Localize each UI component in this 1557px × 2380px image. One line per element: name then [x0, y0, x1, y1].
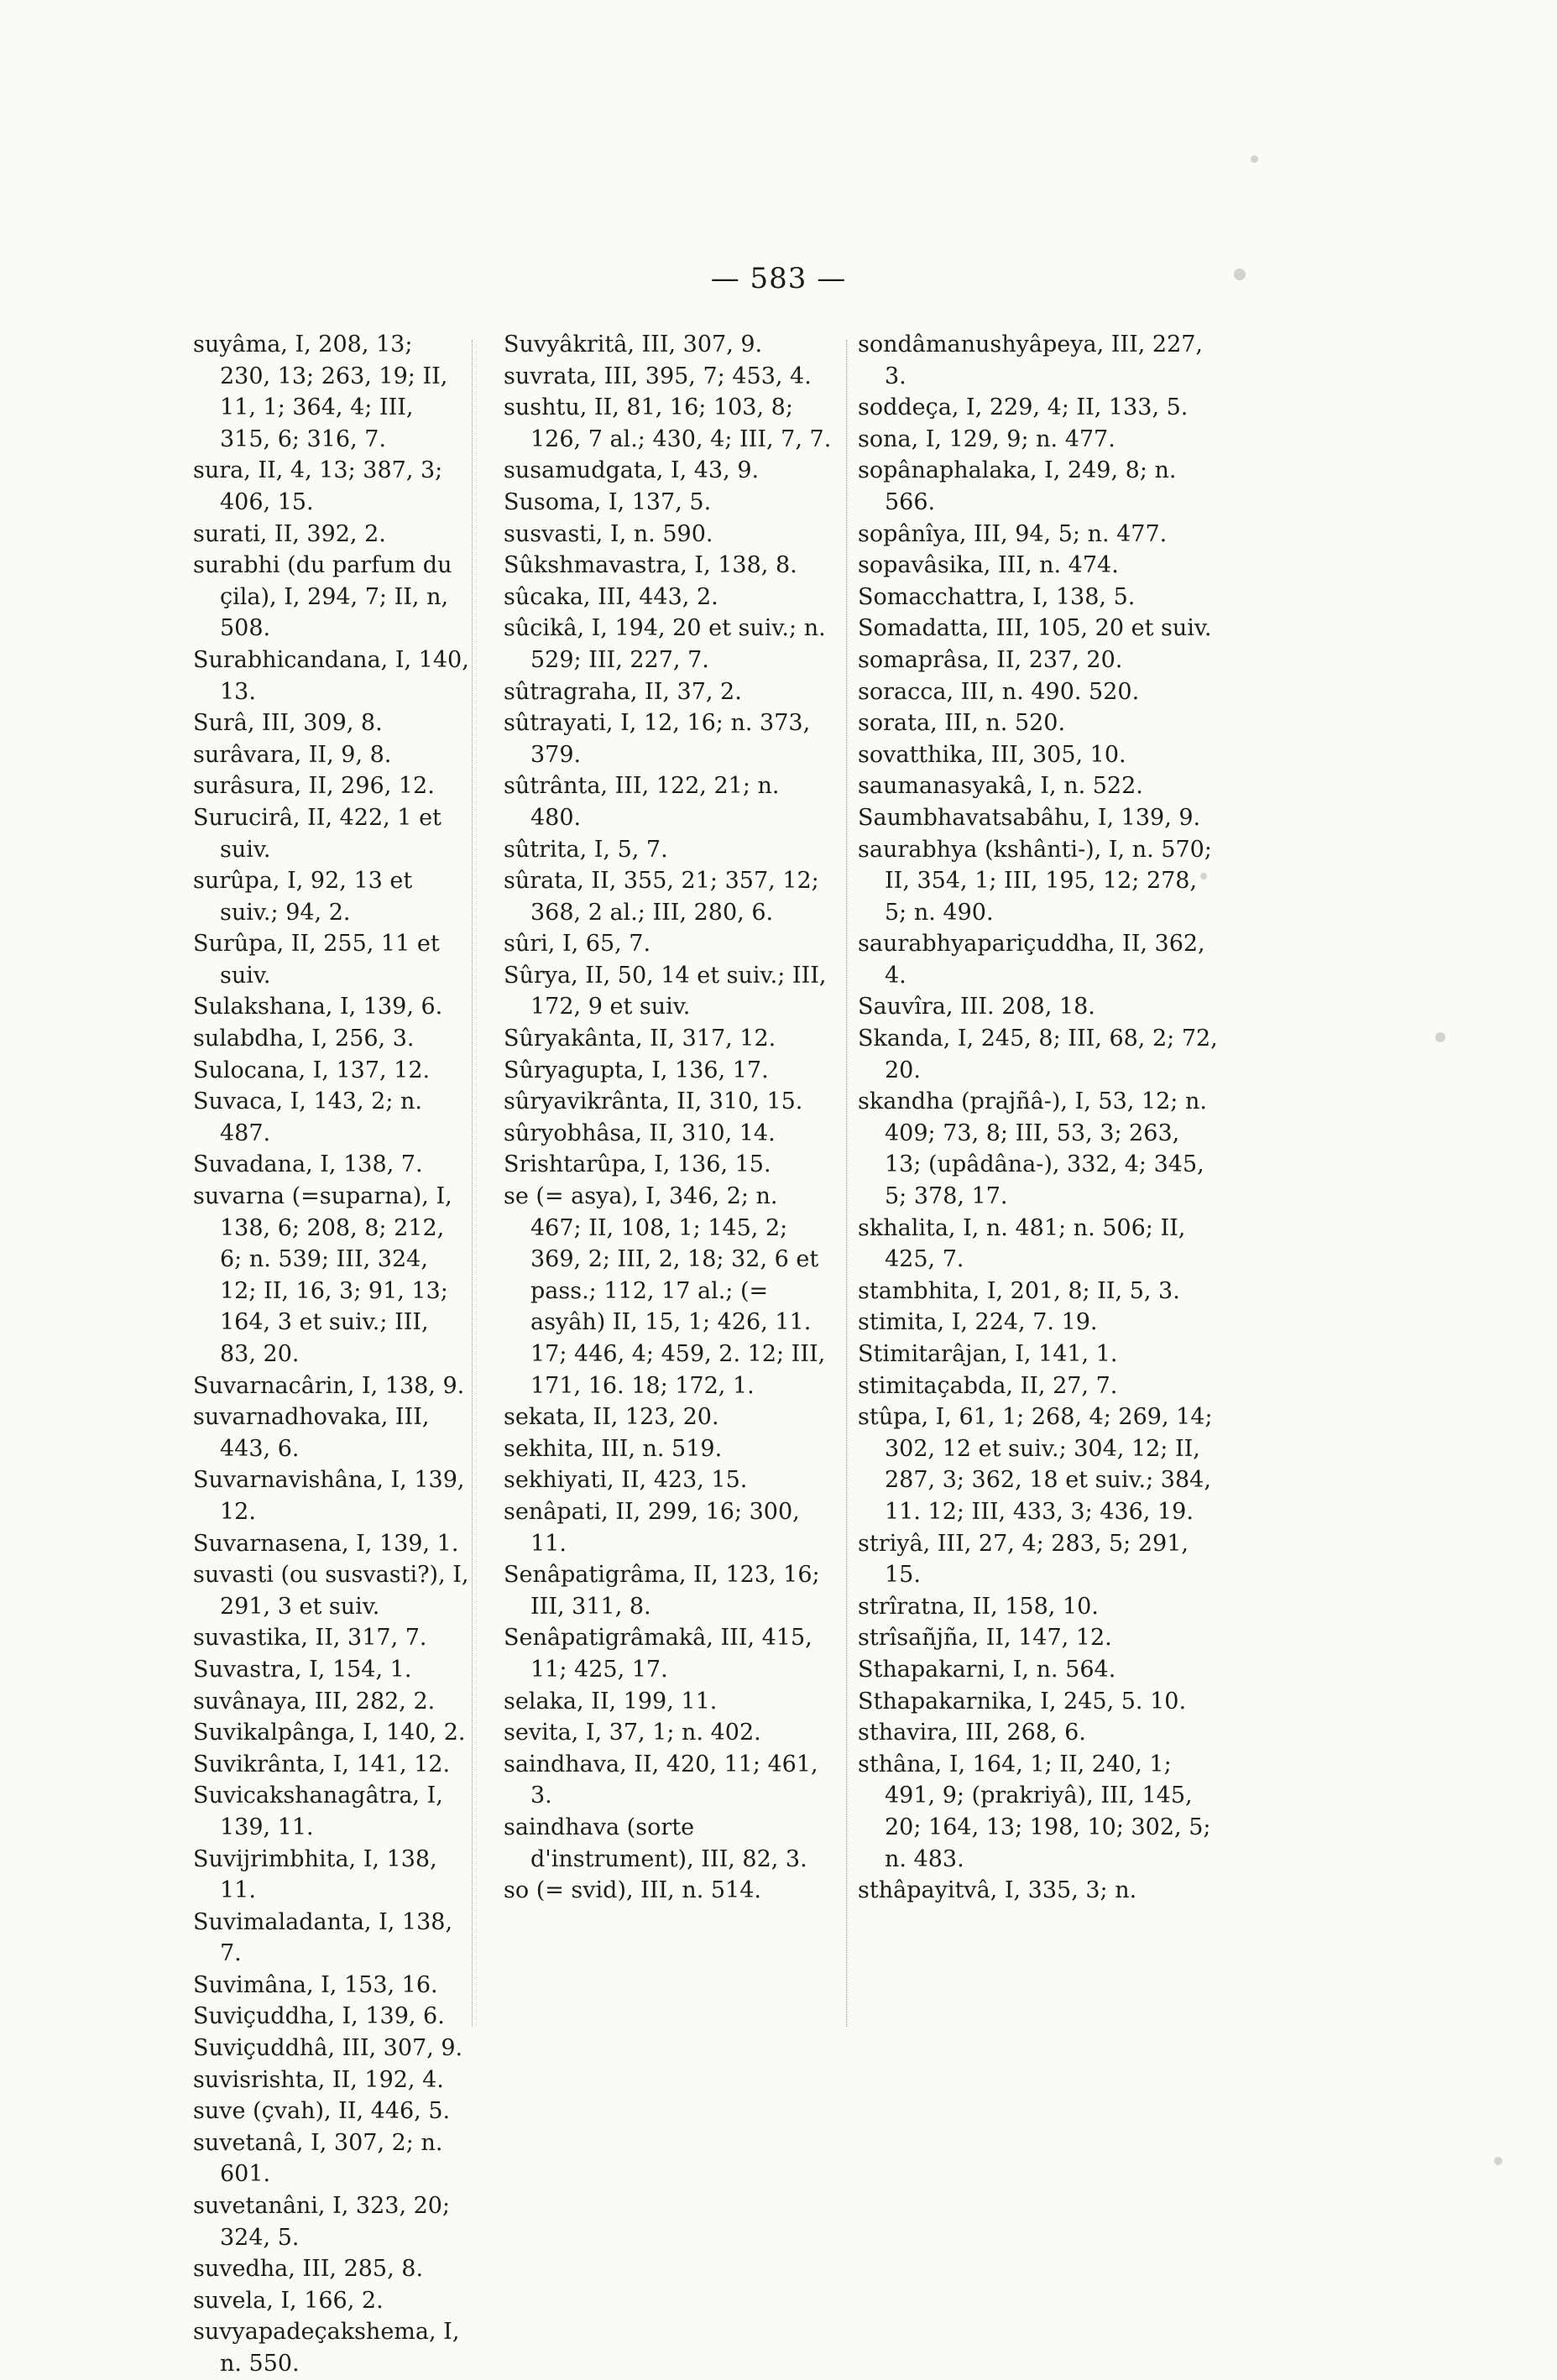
index-entry: sthâpayitvâ, I, 335, 3; n.: [858, 1877, 1137, 1904]
index-entry: somaprâsa, II, 237, 20.: [858, 646, 1123, 673]
index-entry: sûri, I, 65, 7.: [504, 931, 651, 958]
index-entry: sopânaphalaka, I, 249, 8; n. 566.: [858, 457, 1184, 515]
index-entry: sovatthika, III, 305, 10.: [858, 741, 1126, 768]
index-entry: Suvarnasena, I, 139, 1.: [193, 1530, 459, 1557]
index-entry: sekhiyati, II, 423, 15.: [504, 1467, 748, 1494]
index-entry: Senâpatigrâma, II, 123, 16; III, 311, 8.: [504, 1562, 828, 1620]
index-entry: sthavira, III, 268, 6.: [858, 1720, 1086, 1746]
index-entry: sûtrayati, I, 12, 16; n. 373, 379.: [504, 710, 818, 768]
index-entry: suvasti (ou susvasti?), I, 291, 3 et suiv.: [193, 1562, 477, 1620]
index-entry: Sulakshana, I, 139, 6.: [193, 994, 443, 1020]
index-entry: Suvicakshanagâtra, I, 139, 11.: [193, 1782, 451, 1840]
index-entry: Saumbhavatsabâhu, I, 139, 9.: [858, 804, 1201, 831]
index-entry: Somadatta, III, 105, 20 et suiv.: [858, 615, 1212, 642]
index-entry: Sauvîra, III. 208, 18.: [858, 994, 1095, 1020]
index-entry: Susoma, I, 137, 5.: [504, 488, 712, 515]
index-entry: suvedha, III, 285, 8.: [193, 2256, 424, 2283]
index-entry: sekhita, III, n. 519.: [504, 1435, 723, 1462]
index-entry: saurabhya (kshânti-), I, n. 570; II, 354, 1; III, 195, 12; 278, 5; n. 490.: [858, 836, 1220, 926]
index-entry: Surâ, III, 309, 8.: [193, 710, 383, 737]
index-column-2: [504, 329, 835, 1907]
index-entry: sûcikâ, I, 194, 20 et suiv.; n. 529; III, 227, 7.: [504, 615, 833, 673]
index-entry: sorata, III, n. 520.: [858, 710, 1066, 737]
index-entry: Suvarnacârin, I, 138, 9.: [193, 1372, 465, 1399]
index-entry: susvasti, I, n. 590.: [504, 520, 713, 547]
index-entry: Surûpa, II, 255, 11 et suiv.: [193, 931, 447, 989]
index-entry: suvela, I, 166, 2.: [193, 2287, 384, 2314]
index-entry: suvastika, II, 317, 7.: [193, 1625, 427, 1652]
index-entry: Sthapakarnika, I, 245, 5. 10.: [858, 1688, 1187, 1715]
scan-speck: [1200, 873, 1207, 879]
index-entry: soracca, III, n. 490. 520.: [858, 678, 1140, 705]
index-entry: saindhava, II, 420, 11; 461, 3.: [504, 1751, 826, 1809]
index-entry: Surabhicandana, I, 140, 13.: [193, 646, 477, 705]
index-entry: suvarnadhovaka, III, 443, 6.: [193, 1404, 437, 1462]
index-entry: stimita, I, 224, 7. 19.: [858, 1309, 1098, 1336]
index-entry: Suvimaladanta, I, 138, 7.: [193, 1908, 460, 1967]
index-entry: sondâmanushyâpeya, III, 227, 3.: [858, 331, 1210, 389]
index-entry: Surucirâ, II, 422, 1 et suiv.: [193, 804, 449, 863]
index-entry: Senâpatigrâmakâ, III, 415, 11; 425, 17.: [504, 1625, 820, 1683]
index-entry: strîsañjña, II, 147, 12.: [858, 1625, 1112, 1652]
index-entry: sûtragraha, II, 37, 2.: [504, 678, 742, 705]
index-entry: susamudgata, I, 43, 9.: [504, 457, 760, 484]
index-entry: sopavâsika, III, n. 474.: [858, 552, 1119, 579]
index-entry: suvrata, III, 395, 7; 453, 4.: [504, 363, 812, 389]
scan-speck: [1251, 155, 1258, 163]
index-entry: Suviçuddhâ, III, 307, 9.: [193, 2035, 463, 2062]
index-entry: saurabhyapariçuddha, II, 362, 4.: [858, 931, 1213, 989]
index-entry: saindhava (sorte d'instrument), III, 82, 3.: [504, 1814, 807, 1872]
index-entry: Suviçuddha, I, 139, 6.: [193, 2003, 445, 2030]
index-entry: Sûryagupta, I, 136, 17.: [504, 1057, 769, 1083]
index-entry: sevita, I, 37, 1; n. 402.: [504, 1720, 761, 1746]
index-entry: suve (çvah), II, 446, 5.: [193, 2098, 451, 2125]
index-entry: Suvarnavishâna, I, 139, 12.: [193, 1467, 473, 1525]
column-divider-1: [472, 340, 473, 2027]
index-entry: Stimitarâjan, I, 141, 1.: [858, 1341, 1118, 1367]
index-entry: sûtrita, I, 5, 7.: [504, 836, 668, 863]
index-entry: suyâma, I, 208, 13; 230, 13; 263, 19; II, 11, 1; 364, 4; III, 315, 6; 316, 7.: [193, 331, 455, 452]
index-entry: Suvyâkritâ, III, 307, 9.: [504, 331, 763, 358]
index-entry: skandha (prajñâ-), I, 53, 12; n. 409; 73, 8; III, 53, 3; 263, 13; (upâdâna-), 332, 4; 345, 5; 378, 17.: [858, 1088, 1215, 1210]
index-entry: surati, II, 392, 2.: [193, 520, 386, 547]
index-entry: Suvimâna, I, 153, 16.: [193, 1971, 438, 1998]
index-entry: Sthapakarni, I, n. 564.: [858, 1656, 1116, 1683]
index-entry: suvisrishta, II, 192, 4.: [193, 2066, 444, 2093]
index-entry: suvetanâ, I, 307, 2; n. 601.: [193, 2129, 451, 2188]
index-entry: Suvaca, I, 143, 2; n. 487.: [193, 1088, 430, 1146]
index-entry: Suvadana, I, 138, 7.: [193, 1151, 423, 1178]
index-entry: soddeça, I, 229, 4; II, 133, 5.: [858, 394, 1189, 421]
index-entry: Sûrya, II, 50, 14 et suiv.; III, 172, 9 et suiv.: [504, 962, 834, 1020]
index-entry: saumanasyakâ, I, n. 522.: [858, 773, 1143, 800]
index-entry: surâvara, II, 9, 8.: [193, 741, 392, 768]
index-entry: so (= svid), III, n. 514.: [504, 1877, 761, 1904]
index-entry: strîratna, II, 158, 10.: [858, 1593, 1099, 1620]
index-entry: sûcaka, III, 443, 2.: [504, 583, 718, 610]
index-entry: Srishtarûpa, I, 136, 15.: [504, 1151, 771, 1178]
index-entry: sûryobhâsa, II, 310, 14.: [504, 1120, 776, 1146]
scan-speck: [1494, 2157, 1502, 2165]
index-column-3: [858, 329, 1225, 1907]
index-entry: skhalita, I, n. 481; n. 506; II, 425, 7.: [858, 1214, 1193, 1273]
index-entry: Suvikalpânga, I, 140, 2.: [193, 1720, 466, 1746]
index-column-1: [193, 329, 477, 2380]
index-entry: stûpa, I, 61, 1; 268, 4; 269, 14; 302, 12 et suiv.; 304, 12; II, 287, 3; 362, 18 et suiv.; 384, 11. 12; III, 433, 3; 436, 19.: [858, 1404, 1220, 1525]
index-entry: Suvikrânta, I, 141, 12.: [193, 1751, 451, 1777]
index-entry: se (= asya), I, 346, 2; n. 467; II, 108, 1; 145, 2; 369, 2; III, 2, 18; 32, 6 et pass.; 112, 17 al.; (= asyâh) II, 15, 1; 426, 11. 17; 446, 4; 459, 2. 12; III, 171, 16. 18; 172, 1.: [504, 1183, 833, 1399]
index-entry: sona, I, 129, 9; n. 477.: [858, 425, 1116, 452]
column-divider-2: [846, 340, 847, 2027]
index-entry: suvânaya, III, 282, 2.: [193, 1688, 436, 1715]
index-entry: senâpati, II, 299, 16; 300, 11.: [504, 1498, 807, 1557]
index-entry: sûrata, II, 355, 21; 357, 12; 368, 2 al.; III, 280, 6.: [504, 868, 827, 926]
index-entry: sekata, II, 123, 20.: [504, 1404, 719, 1431]
index-entry: suvetanâni, I, 323, 20; 324, 5.: [193, 2193, 457, 2251]
index-entry: suvyapadeçakshema, I, n. 550.: [193, 2319, 468, 2377]
index-entry: stimitaçabda, II, 27, 7.: [858, 1372, 1118, 1399]
index-entry: Suvastra, I, 154, 1.: [193, 1656, 412, 1683]
index-entry: Suvijrimbhita, I, 138, 11.: [193, 1845, 445, 1904]
index-entry: sura, II, 4, 13; 387, 3; 406, 15.: [193, 457, 450, 515]
index-entry: sûtrânta, III, 122, 21; n. 480.: [504, 773, 787, 831]
index-entry: sûryavikrânta, II, 310, 15.: [504, 1088, 803, 1115]
index-entry: surûpa, I, 92, 13 et suiv.; 94, 2.: [193, 868, 420, 926]
index-entry: stambhita, I, 201, 8; II, 5, 3.: [858, 1277, 1180, 1304]
index-entry: surabhi (du parfum du çila), I, 294, 7; II, n, 508.: [193, 552, 460, 642]
index-entry: Skanda, I, 245, 8; III, 68, 2; 72, 20.: [858, 1026, 1225, 1083]
scan-speck: [1435, 1032, 1445, 1042]
index-entry: sulabdha, I, 256, 3.: [193, 1026, 415, 1052]
page-number: — 583 —: [710, 262, 847, 295]
index-entry: sushtu, II, 81, 16; 103, 8; 126, 7 al.; 430, 4; III, 7, 7.: [504, 394, 832, 452]
index-entry: Sûkshmavastra, I, 138, 8.: [504, 552, 797, 579]
index-entry: striyâ, III, 27, 4; 283, 5; 291, 15.: [858, 1530, 1196, 1589]
index-entry: sthâna, I, 164, 1; II, 240, 1; 491, 9; (prakriyâ), III, 145, 20; 164, 13; 198, 10; 302, 5; n. 483.: [858, 1751, 1219, 1872]
index-entry: Sulocana, I, 137, 12.: [193, 1057, 431, 1083]
index-entry: selaka, II, 199, 11.: [504, 1688, 718, 1715]
scan-speck: [1234, 269, 1246, 280]
index-entry: Sûryakânta, II, 317, 12.: [504, 1026, 776, 1052]
index-entry: surâsura, II, 296, 12.: [193, 773, 435, 800]
index-entry: Somacchattra, I, 138, 5.: [858, 583, 1136, 610]
index-entry: sopânîya, III, 94, 5; n. 477.: [858, 520, 1168, 547]
index-entry: suvarna (=suparna), I, 138, 6; 208, 8; 212, 6; n. 539; III, 324, 12; II, 16, 3; 91, 13; 164, 3 et suiv.; III, 83, 20.: [193, 1183, 460, 1367]
